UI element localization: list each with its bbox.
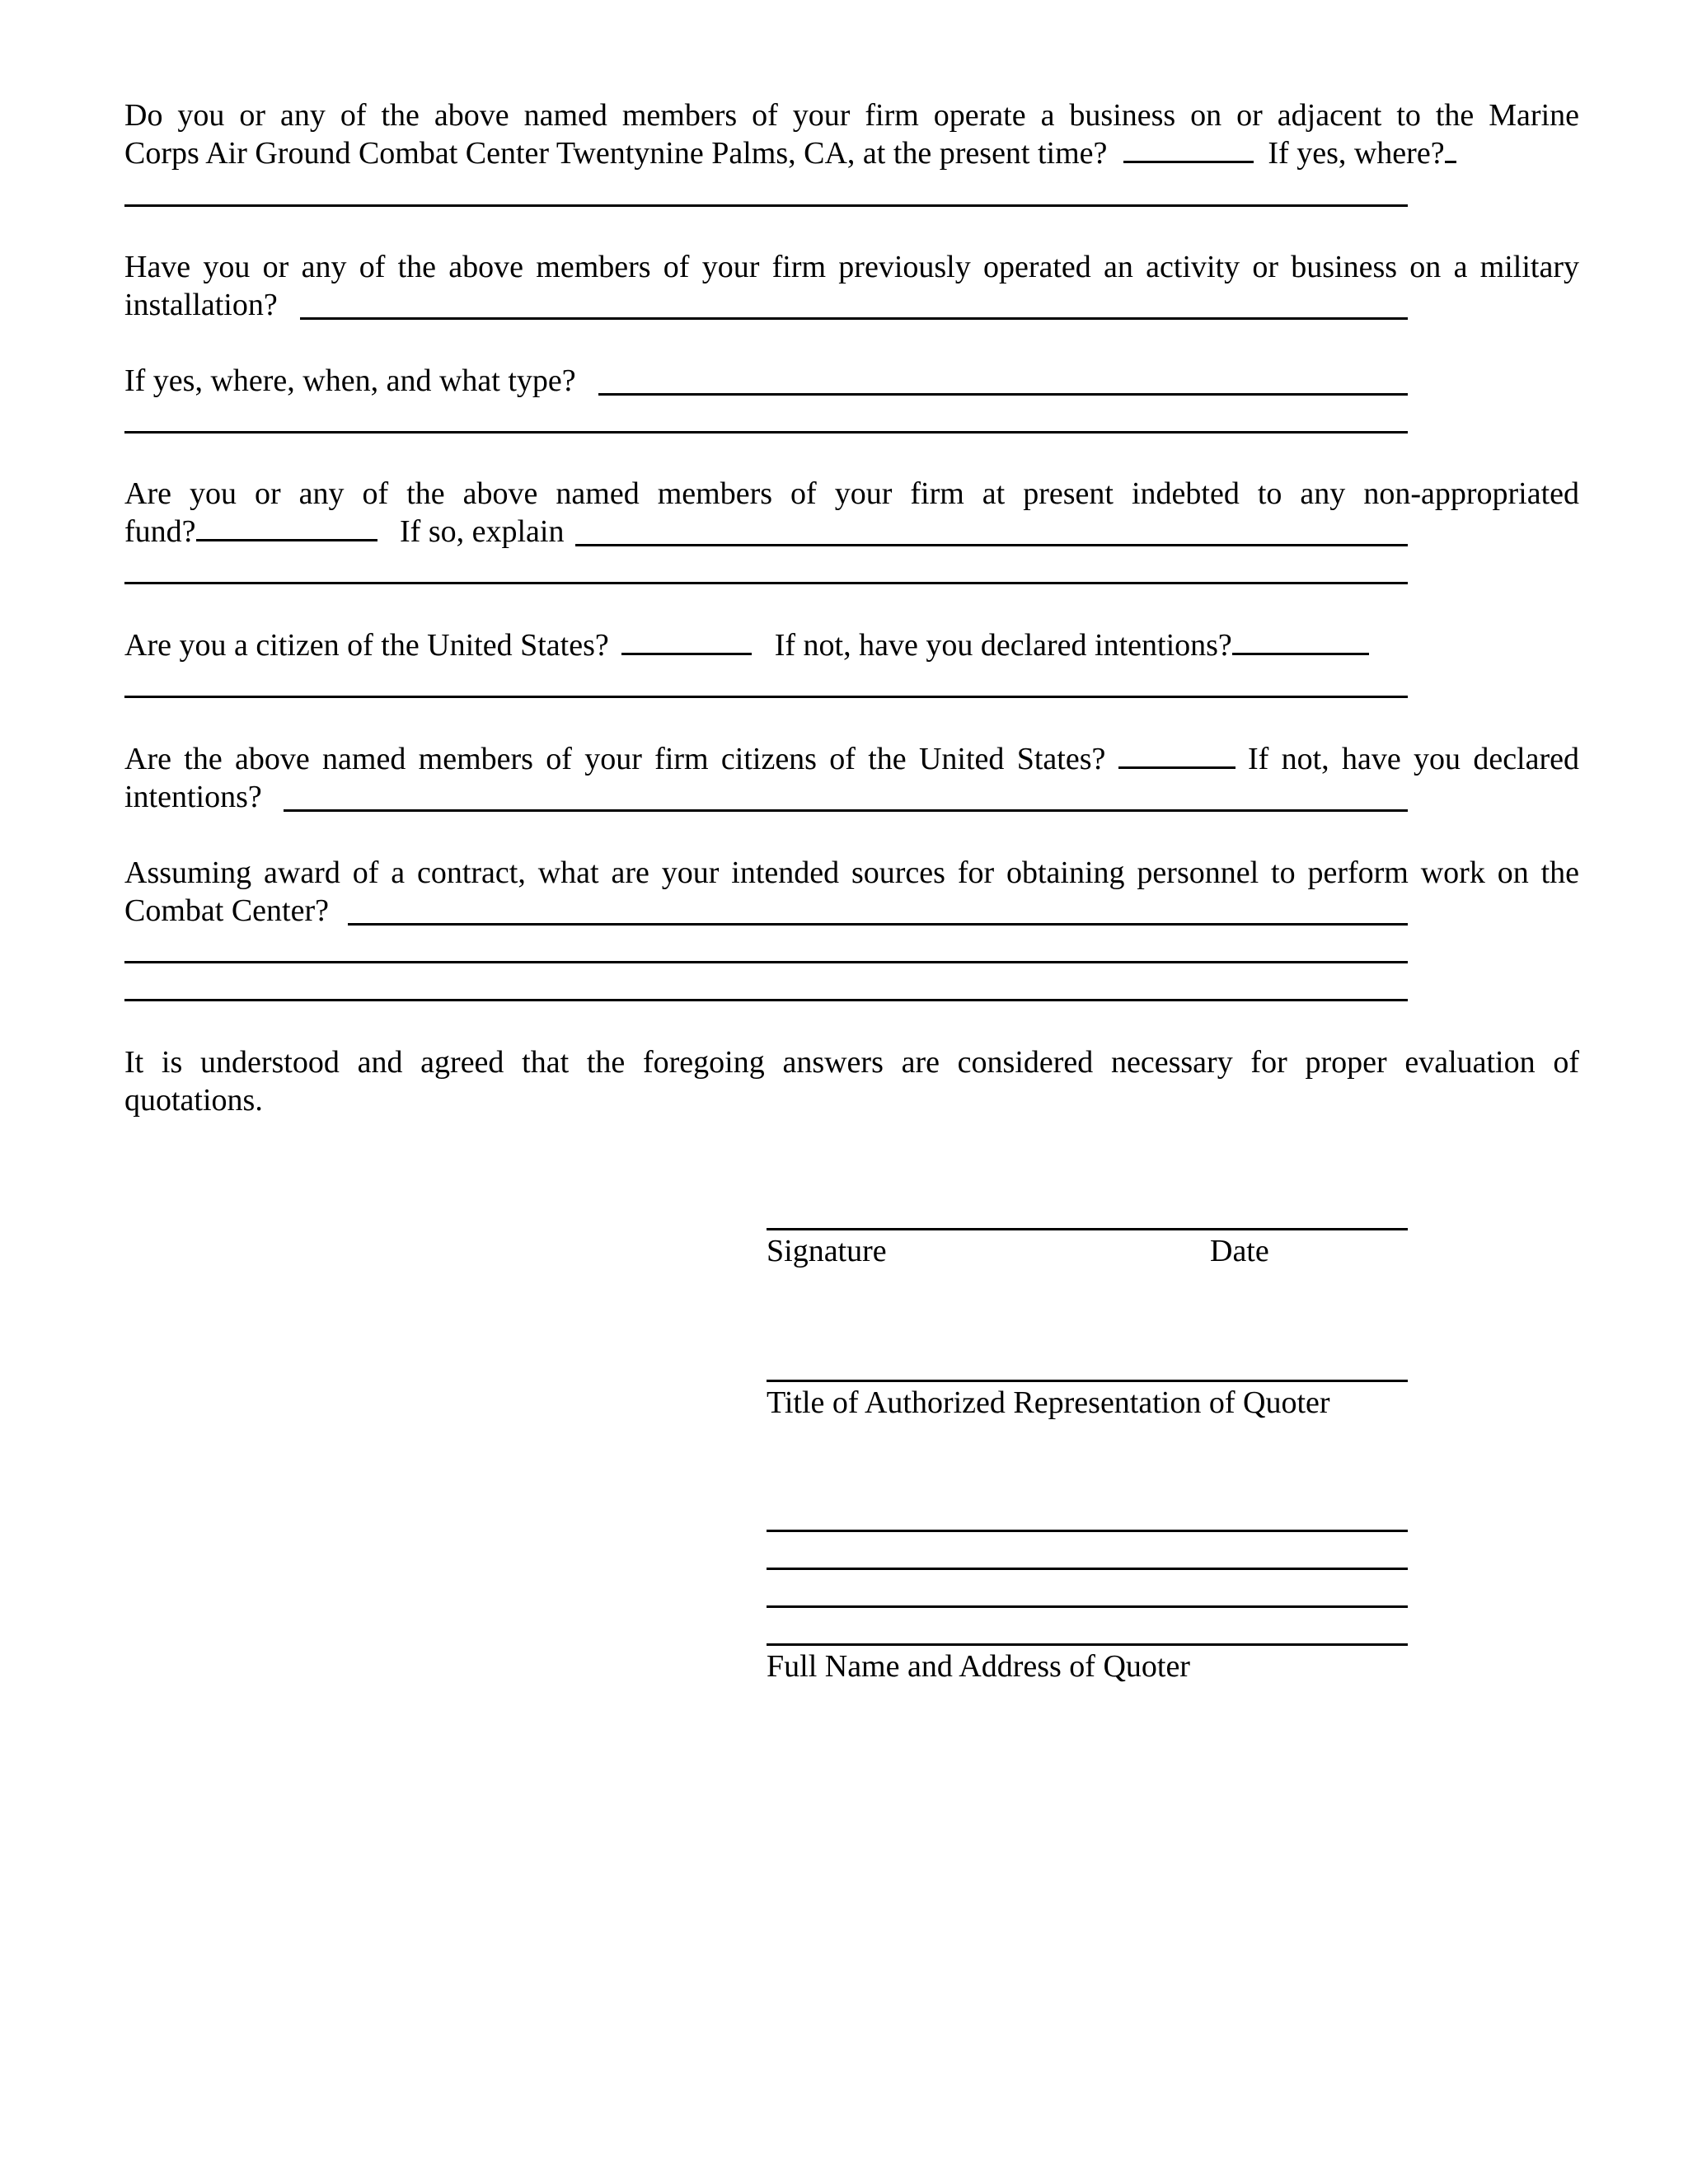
q3-text-line1: If yes, where, when, and what type? [124,363,576,398]
q1-text-line1: Do you or any of the above named members of your firm operate a business on or adjacent to the Marine [124,98,1579,133]
date-label: Date [1210,1234,1269,1268]
name-address-line2[interactable] [767,1568,1408,1570]
q6-answer-line[interactable] [284,809,1408,812]
q4-answer-line2[interactable] [124,582,1408,584]
q4-explain-prompt: If so, explain [400,514,565,549]
q4-explain-answer-line[interactable] [575,544,1408,546]
q5-intentions-prompt: If not, have you declared intentions? [774,628,1232,663]
q1-present-time-prompt: Corps Air Ground Combat Center Twentynine Palms, CA, at the present time? [124,136,1108,171]
name-address-line3[interactable] [767,1605,1408,1608]
q1-text-line2 [124,134,1456,172]
q5-citizen-answer-field[interactable] [621,626,752,655]
q6-citizens-prompt: Are the above named members of your firm citizens of the United States? [124,742,1106,776]
q3-answer-line1[interactable] [598,393,1408,396]
q4-fund-prompt: fund? [124,514,196,549]
q6-citizens-answer-field[interactable] [1118,740,1236,769]
name-address-label: Full Name and Address of Quoter [767,1649,1190,1684]
q4-text-line2 [124,513,564,551]
q4-fund-answer-field[interactable] [196,513,377,541]
name-address-line4[interactable] [767,1643,1408,1646]
agreement-text-line2: quotations. [124,1083,263,1118]
q1-where-answer-field[interactable] [1445,134,1456,163]
q7-text-line2: Combat Center? [124,893,329,928]
q6-text-line2: intentions? [124,780,262,814]
q5-intentions-answer-field[interactable] [1232,626,1369,655]
q7-answer-line2[interactable] [124,961,1408,963]
q2-answer-line[interactable] [300,317,1408,320]
q7-text-line1: Assuming award of a contract, what are your intended sources for obtaining personnel to perform work on the [124,855,1579,890]
q2-text-line1: Have you or any of the above members of your firm previously operated an activity or business on a military [124,250,1579,284]
q5-citizen-prompt: Are you a citizen of the United States? [124,628,609,663]
q1-present-time-answer-field[interactable] [1123,134,1254,163]
signature-line[interactable] [767,1228,1408,1230]
title-label: Title of Authorized Representation of Quoter [767,1385,1330,1420]
agreement-text-line1: It is understood and agreed that the foregoing answers are considered necessary for proper evaluation of [124,1045,1579,1080]
signature-label: Signature [767,1234,887,1268]
q4-text-line1: Are you or any of the above named members of your firm at present indebted to any non-appropriated [124,476,1579,511]
title-line[interactable] [767,1380,1408,1382]
q5-text-line1 [124,626,1369,664]
q5-answer-line[interactable] [124,696,1408,698]
q2-text-line2: installation? [124,288,278,322]
q6-intentions-prompt: If not, have you declared [1247,742,1579,776]
q6-text-line1 [124,740,1579,778]
q1-where-prompt: If yes, where? [1268,136,1445,171]
q3-answer-line2[interactable] [124,431,1408,434]
name-address-line1[interactable] [767,1530,1408,1532]
q7-answer-line1[interactable] [348,923,1408,926]
q7-answer-line3[interactable] [124,999,1408,1001]
q1-answer-line[interactable] [124,204,1408,207]
